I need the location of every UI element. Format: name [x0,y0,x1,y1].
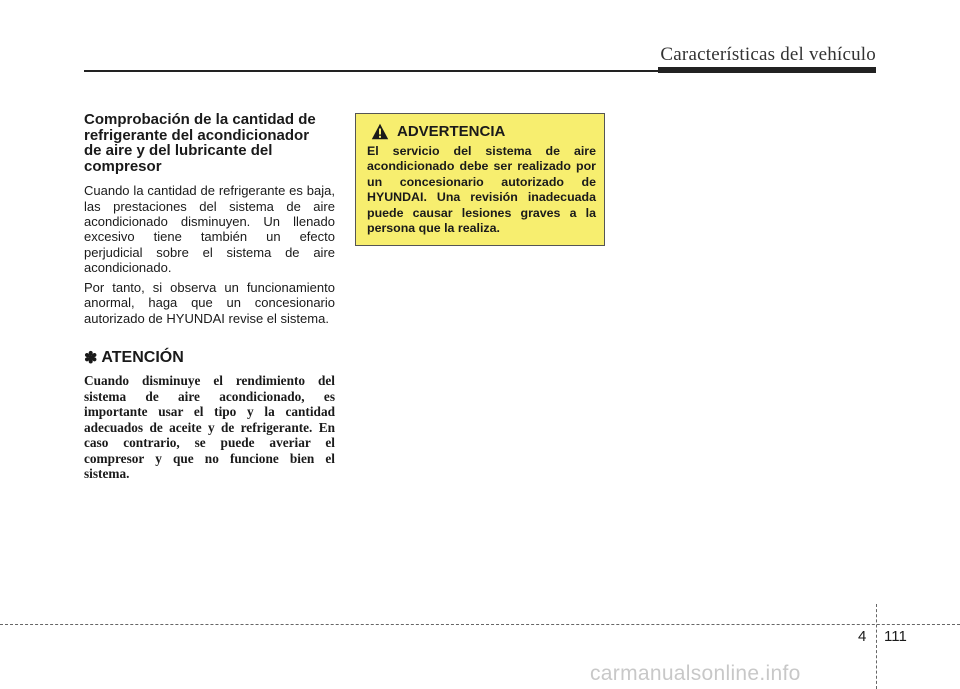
header-rule-thin [84,70,658,72]
asterisk-icon: ✽ [84,350,98,368]
section-heading [84,112,335,174]
header-rule-thick [658,67,876,73]
warning-title: ADVERTENCIA [397,123,506,140]
warning-box [355,113,605,246]
section-heading-line: compresor [84,157,162,175]
chapter-title: Características del vehículo [660,44,876,65]
notice-body: Cuando disminuye el rendimiento del sistema de aire acondicionado, es importante usar el tipo y la cantidad adecuados de aceite y de refrigerante. En caso contrario, se puede averiar el compresor y que no funcione bien el sistema. [84,373,335,482]
section-heading-line: refrigerante del acondicionador [84,126,310,144]
warning-header [371,123,596,140]
watermark: carmanualsonline.info [590,662,801,685]
chapter-number: 4 [858,628,867,645]
footer-dashed-line [0,624,960,625]
warning-triangle-icon [371,123,389,140]
warning-text: El servicio del sistema de aire acondicionado debe ser realizado por un concesionario autorizado de HYUNDAI. Una revisión inadecuada puede causar lesiones graves a la persona que la realiza. [367,144,596,236]
page-number: 111 [884,628,907,645]
body-paragraph: Cuando la cantidad de refrigerante es baja, las prestaciones del sistema de aire acondicionado disminuyen. Un llenado excesivo tiene también un efecto perjudicial sobre el sistema de aire acondicionado. [84,183,335,275]
body-paragraph: Por tanto, si observa un funcionamiento anormal, haga que un concesionario autorizado de HYUNDAI revise el sistema. [84,280,335,326]
notice-title-text: ATENCIÓN [101,349,184,367]
section-heading-line: de aire y del lubricante del [84,142,273,160]
footer-vertical-dashed-line [876,604,877,689]
notice-title [84,348,335,368]
section-heading-line: Comprobación de la cantidad de [84,111,316,128]
left-column [84,112,335,482]
